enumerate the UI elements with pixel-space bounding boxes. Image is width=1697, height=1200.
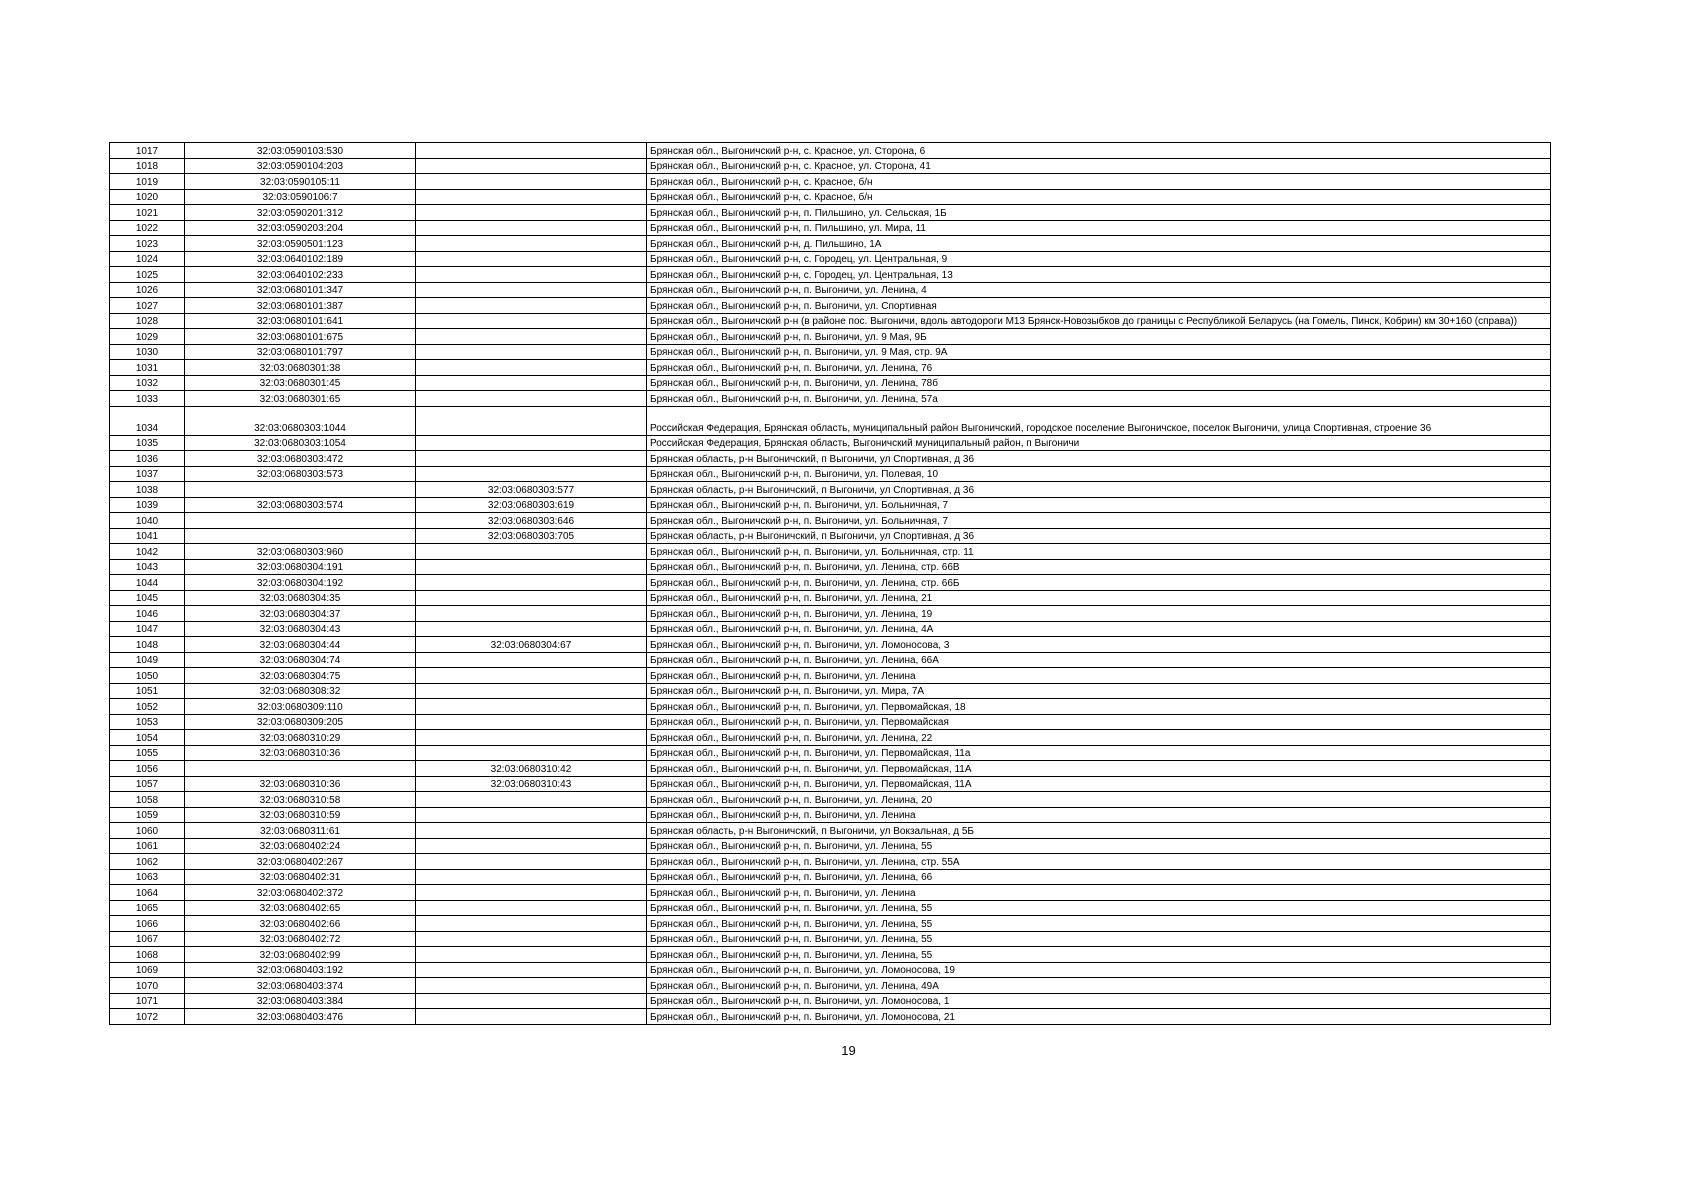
- related-cadastral-number-cell: [416, 575, 647, 591]
- cadastral-number-cell: 32:03:0680303:1054: [185, 435, 416, 451]
- address-cell: Брянская обл., Выгоничский р-н, п. Выгоничи, ул. Ленина, 49А: [647, 978, 1551, 994]
- cadastral-number-cell: 32:03:0680310:36: [185, 776, 416, 792]
- table-row: [110, 360, 1551, 376]
- table-row: [110, 375, 1551, 391]
- row-number-cell: 1044: [110, 575, 185, 591]
- address-cell: Брянская обл., Выгоничский р-н, п. Пильшино, ул. Мира, 11: [647, 220, 1551, 236]
- related-cadastral-number-cell: 32:03:0680310:42: [416, 761, 647, 777]
- table-row: [110, 451, 1551, 467]
- cadastral-number-cell: 32:03:0590105:11: [185, 174, 416, 190]
- table-row: [110, 220, 1551, 236]
- cadastral-number-cell: 32:03:0680403:384: [185, 993, 416, 1009]
- cadastral-number-cell: 32:03:0590104:203: [185, 158, 416, 174]
- address-cell: Брянская обл., Выгоничский р-н, п. Выгоничи, ул. Ломоносова, 1: [647, 993, 1551, 1009]
- related-cadastral-number-cell: 32:03:0680304:67: [416, 637, 647, 653]
- row-number-cell: 1068: [110, 947, 185, 963]
- related-cadastral-number-cell: [416, 435, 647, 451]
- related-cadastral-number-cell: [416, 823, 647, 839]
- table-row: [110, 344, 1551, 360]
- cadastral-number-cell: 32:03:0680402:99: [185, 947, 416, 963]
- row-number-cell: 1018: [110, 158, 185, 174]
- related-cadastral-number-cell: [416, 298, 647, 314]
- cadastral-number-cell: 32:03:0680301:45: [185, 375, 416, 391]
- address-cell: Брянская обл., Выгоничский р-н, п. Выгоничи, ул. Ленина, 4А: [647, 621, 1551, 637]
- row-number-cell: 1022: [110, 220, 185, 236]
- cadastral-number-cell: 32:03:0680304:74: [185, 652, 416, 668]
- cadastral-number-cell: 32:03:0680402:31: [185, 869, 416, 885]
- row-number-cell: 1045: [110, 590, 185, 606]
- related-cadastral-number-cell: [416, 236, 647, 252]
- address-cell: Брянская обл., Выгоничский р-н, п. Выгоничи, ул. Ленина, стр. 66В: [647, 559, 1551, 575]
- cadastral-number-cell: [185, 482, 416, 498]
- address-cell: Брянская обл., Выгоничский р-н, с. Красное, б/н: [647, 174, 1551, 190]
- address-cell: Брянская обл., Выгоничский р-н, п. Выгоничи, ул. Ленина: [647, 668, 1551, 684]
- row-number-cell: 1070: [110, 978, 185, 994]
- row-number-cell: 1029: [110, 329, 185, 345]
- cadastral-number-cell: 32:03:0680402:372: [185, 885, 416, 901]
- row-number-cell: 1041: [110, 528, 185, 544]
- cadastral-number-cell: 32:03:0680402:66: [185, 916, 416, 932]
- cadastral-number-cell: 32:03:0680310:59: [185, 807, 416, 823]
- table-row: [110, 745, 1551, 761]
- address-cell: Брянская обл., Выгоничский р-н, п. Выгоничи, ул. Ленина: [647, 807, 1551, 823]
- cadastral-number-cell: 32:03:0680310:58: [185, 792, 416, 808]
- table-row: [110, 807, 1551, 823]
- table-row: [110, 916, 1551, 932]
- address-cell: Брянская обл., Выгоничский р-н, п. Выгоничи, ул. Ломоносова, 21: [647, 1009, 1551, 1025]
- related-cadastral-number-cell: [416, 652, 647, 668]
- address-cell: Брянская обл., Выгоничский р-н, с. Городец, ул. Центральная, 9: [647, 251, 1551, 267]
- address-cell: Брянская обл., Выгоничский р-н, п. Выгоничи, ул. Больничная, 7: [647, 513, 1551, 529]
- table-row: [110, 189, 1551, 205]
- cadastral-number-cell: 32:03:0590501:123: [185, 236, 416, 252]
- related-cadastral-number-cell: [416, 978, 647, 994]
- table-row: [110, 947, 1551, 963]
- related-cadastral-number-cell: [416, 714, 647, 730]
- table-row: [110, 606, 1551, 622]
- address-cell: Брянская обл., Выгоничский р-н, п. Выгоничи, ул. Ленина, 55: [647, 900, 1551, 916]
- address-cell: Брянская обл., Выгоничский р-н, п. Выгоничи, ул. Ленина, стр. 55А: [647, 854, 1551, 870]
- address-cell: Брянская обл., Выгоничский р-н, п. Выгоничи, ул. Первомайская, 11А: [647, 776, 1551, 792]
- address-cell: Брянская обл., Выгоничский р-н, с. Городец, ул. Центральная, 13: [647, 267, 1551, 283]
- related-cadastral-number-cell: 32:03:0680303:646: [416, 513, 647, 529]
- row-number-cell: 1060: [110, 823, 185, 839]
- related-cadastral-number-cell: 32:03:0680303:577: [416, 482, 647, 498]
- cadastral-number-cell: 32:03:0680402:72: [185, 931, 416, 947]
- table-row: [110, 466, 1551, 482]
- related-cadastral-number-cell: [416, 220, 647, 236]
- cadastral-number-cell: 32:03:0680303:573: [185, 466, 416, 482]
- table-row: [110, 885, 1551, 901]
- property-table: [109, 142, 1551, 1025]
- related-cadastral-number-cell: [416, 1009, 647, 1025]
- related-cadastral-number-cell: [416, 174, 647, 190]
- row-number-cell: 1046: [110, 606, 185, 622]
- row-number-cell: 1069: [110, 962, 185, 978]
- cadastral-number-cell: 32:03:0680402:65: [185, 900, 416, 916]
- table-row: [110, 730, 1551, 746]
- cadastral-number-cell: 32:03:0680301:38: [185, 360, 416, 376]
- table-row: [110, 792, 1551, 808]
- cadastral-number-cell: 32:03:0680303:472: [185, 451, 416, 467]
- table-row: [110, 714, 1551, 730]
- cadastral-number-cell: 32:03:0680308:32: [185, 683, 416, 699]
- row-number-cell: 1039: [110, 497, 185, 513]
- address-cell: Брянская обл., Выгоничский р-н, п. Выгоничи, ул. Ленина, 57а: [647, 391, 1551, 407]
- table-row: [110, 544, 1551, 560]
- cadastral-number-cell: 32:03:0640102:189: [185, 251, 416, 267]
- cadastral-number-cell: 32:03:0680402:24: [185, 838, 416, 854]
- table-row: [110, 652, 1551, 668]
- address-cell: Брянская обл., Выгоничский р-н, п. Выгоничи, ул. Ленина, 20: [647, 792, 1551, 808]
- address-cell: Брянская обл., Выгоничский р-н, п. Выгоничи, ул. Ломоносова, 3: [647, 637, 1551, 653]
- row-number-cell: 1072: [110, 1009, 185, 1025]
- table-row: [110, 174, 1551, 190]
- row-number-cell: 1057: [110, 776, 185, 792]
- address-cell: Брянская обл., Выгоничский р-н, д. Пильшино, 1А: [647, 236, 1551, 252]
- related-cadastral-number-cell: [416, 559, 647, 575]
- cadastral-number-cell: 32:03:0590106:7: [185, 189, 416, 205]
- cadastral-number-cell: 32:03:0680304:35: [185, 590, 416, 606]
- table-row: [110, 854, 1551, 870]
- row-number-cell: 1033: [110, 391, 185, 407]
- cadastral-number-cell: 32:03:0680303:1044: [185, 406, 416, 435]
- row-number-cell: 1043: [110, 559, 185, 575]
- table-row: [110, 435, 1551, 451]
- related-cadastral-number-cell: [416, 683, 647, 699]
- row-number-cell: 1028: [110, 313, 185, 329]
- cadastral-number-cell: 32:03:0590201:312: [185, 205, 416, 221]
- address-cell: Брянская обл., Выгоничский р-н, п. Выгоничи, ул. Ленина: [647, 885, 1551, 901]
- row-number-cell: 1071: [110, 993, 185, 1009]
- table-row: [110, 823, 1551, 839]
- address-cell: Брянская обл., Выгоничский р-н, п. Выгоничи, ул. Ленина, 19: [647, 606, 1551, 622]
- table-row: [110, 513, 1551, 529]
- related-cadastral-number-cell: [416, 931, 647, 947]
- address-cell: Брянская обл., Выгоничский р-н, п. Выгоничи, ул. 9 Мая, стр. 9А: [647, 344, 1551, 360]
- address-cell: Брянская обл., Выгоничский р-н, п. Выгоничи, ул. Мира, 7А: [647, 683, 1551, 699]
- row-number-cell: 1065: [110, 900, 185, 916]
- cadastral-number-cell: 32:03:0680301:65: [185, 391, 416, 407]
- cadastral-number-cell: 32:03:0680101:387: [185, 298, 416, 314]
- row-number-cell: 1047: [110, 621, 185, 637]
- cadastral-number-cell: 32:03:0680310:29: [185, 730, 416, 746]
- related-cadastral-number-cell: [416, 606, 647, 622]
- row-number-cell: 1058: [110, 792, 185, 808]
- address-cell: Брянская обл., Выгоничский р-н, п. Выгоничи, ул. Ленина, 55: [647, 931, 1551, 947]
- address-cell: Брянская обл., Выгоничский р-н, п. Выгоничи, ул. Первомайская: [647, 714, 1551, 730]
- address-cell: Российская Федерация, Брянская область, Выгоничский муниципальный район, п Выгоничи: [647, 435, 1551, 451]
- related-cadastral-number-cell: [416, 544, 647, 560]
- row-number-cell: 1055: [110, 745, 185, 761]
- address-cell: Брянская обл., Выгоничский р-н, п. Выгоничи, ул. Ленина, 66: [647, 869, 1551, 885]
- row-number-cell: 1037: [110, 466, 185, 482]
- table-row: [110, 1009, 1551, 1025]
- cadastral-number-cell: 32:03:0680304:75: [185, 668, 416, 684]
- row-number-cell: 1034: [110, 406, 185, 435]
- row-number-cell: 1035: [110, 435, 185, 451]
- table-row: [110, 869, 1551, 885]
- cadastral-number-cell: 32:03:0680304:192: [185, 575, 416, 591]
- cadastral-number-cell: 32:03:0590103:530: [185, 143, 416, 159]
- related-cadastral-number-cell: [416, 900, 647, 916]
- related-cadastral-number-cell: [416, 854, 647, 870]
- related-cadastral-number-cell: [416, 205, 647, 221]
- related-cadastral-number-cell: [416, 189, 647, 205]
- related-cadastral-number-cell: [416, 406, 647, 435]
- row-number-cell: 1053: [110, 714, 185, 730]
- cadastral-number-cell: 32:03:0680304:191: [185, 559, 416, 575]
- related-cadastral-number-cell: [416, 391, 647, 407]
- address-cell: Брянская обл., Выгоничский р-н, п. Выгоничи, ул. Больничная, стр. 11: [647, 544, 1551, 560]
- related-cadastral-number-cell: [416, 916, 647, 932]
- related-cadastral-number-cell: [416, 344, 647, 360]
- related-cadastral-number-cell: [416, 451, 647, 467]
- table-row: [110, 776, 1551, 792]
- row-number-cell: 1031: [110, 360, 185, 376]
- cadastral-number-cell: 32:03:0680310:36: [185, 745, 416, 761]
- table-row: [110, 668, 1551, 684]
- row-number-cell: 1019: [110, 174, 185, 190]
- row-number-cell: 1067: [110, 931, 185, 947]
- address-cell: Брянская обл., Выгоничский р-н, п. Выгоничи, ул. Ленина, 22: [647, 730, 1551, 746]
- row-number-cell: 1025: [110, 267, 185, 283]
- row-number-cell: 1017: [110, 143, 185, 159]
- related-cadastral-number-cell: [416, 947, 647, 963]
- page-number: 19: [841, 1043, 856, 1058]
- table-row: [110, 497, 1551, 513]
- table-row: [110, 621, 1551, 637]
- table-row: [110, 575, 1551, 591]
- address-cell: Брянская обл., Выгоничский р-н, п. Выгоничи, ул. Больничная, 7: [647, 497, 1551, 513]
- table-row: [110, 313, 1551, 329]
- address-cell: Брянская обл., Выгоничский р-н, с. Красное, б/н: [647, 189, 1551, 205]
- cadastral-number-cell: 32:03:0680403:374: [185, 978, 416, 994]
- table-body: [110, 143, 1551, 1025]
- table-row: [110, 482, 1551, 498]
- address-cell: Брянская обл., Выгоничский р-н, п. Пильшино, ул. Сельская, 1Б: [647, 205, 1551, 221]
- address-cell: Брянская обл., Выгоничский р-н, с. Красное, ул. Сторона, 6: [647, 143, 1551, 159]
- address-cell: Брянская обл., Выгоничский р-н, п. Выгоничи, ул. Полевая, 10: [647, 466, 1551, 482]
- address-cell: Брянская обл., Выгоничский р-н, п. Выгоничи, ул. Ленина, 78б: [647, 375, 1551, 391]
- row-number-cell: 1036: [110, 451, 185, 467]
- row-number-cell: 1051: [110, 683, 185, 699]
- related-cadastral-number-cell: 32:03:0680310:43: [416, 776, 647, 792]
- related-cadastral-number-cell: [416, 730, 647, 746]
- row-number-cell: 1066: [110, 916, 185, 932]
- row-number-cell: 1023: [110, 236, 185, 252]
- table-row: [110, 143, 1551, 159]
- related-cadastral-number-cell: [416, 590, 647, 606]
- table-row: [110, 406, 1551, 435]
- cadastral-number-cell: 32:03:0680303:574: [185, 497, 416, 513]
- cadastral-number-cell: 32:03:0680402:267: [185, 854, 416, 870]
- cadastral-number-cell: 32:03:0680101:797: [185, 344, 416, 360]
- row-number-cell: 1059: [110, 807, 185, 823]
- related-cadastral-number-cell: [416, 329, 647, 345]
- address-cell: Брянская обл., Выгоничский р-н, п. Выгоничи, ул. Ленина, 55: [647, 916, 1551, 932]
- cadastral-number-cell: 32:03:0680309:205: [185, 714, 416, 730]
- address-cell: Брянская область, р-н Выгоничский, п Выгоничи, ул Спортивная, д 36: [647, 528, 1551, 544]
- address-cell: Брянская обл., Выгоничский р-н, п. Выгоничи, ул. Ленина, 55: [647, 838, 1551, 854]
- table-row: [110, 528, 1551, 544]
- related-cadastral-number-cell: [416, 962, 647, 978]
- cadastral-number-cell: 32:03:0680101:347: [185, 282, 416, 298]
- row-number-cell: 1038: [110, 482, 185, 498]
- address-cell: Брянская обл., Выгоничский р-н, с. Красное, ул. Сторона, 41: [647, 158, 1551, 174]
- related-cadastral-number-cell: [416, 668, 647, 684]
- table-row: [110, 282, 1551, 298]
- related-cadastral-number-cell: [416, 158, 647, 174]
- address-cell: Брянская обл., Выгоничский р-н, п. Выгоничи, ул. Ленина, 21: [647, 590, 1551, 606]
- related-cadastral-number-cell: [416, 360, 647, 376]
- row-number-cell: 1061: [110, 838, 185, 854]
- related-cadastral-number-cell: [416, 282, 647, 298]
- row-number-cell: 1062: [110, 854, 185, 870]
- address-cell: Брянская обл., Выгоничский р-н, п. Выгоничи, ул. Ломоносова, 19: [647, 962, 1551, 978]
- row-number-cell: 1054: [110, 730, 185, 746]
- address-cell: Брянская область, р-н Выгоничский, п Выгоничи, ул Спортивная, д 36: [647, 451, 1551, 467]
- table-row: [110, 683, 1551, 699]
- table-row: [110, 236, 1551, 252]
- table-row: [110, 838, 1551, 854]
- table-row: [110, 699, 1551, 715]
- related-cadastral-number-cell: [416, 267, 647, 283]
- table-row: [110, 329, 1551, 345]
- row-number-cell: 1049: [110, 652, 185, 668]
- related-cadastral-number-cell: 32:03:0680303:705: [416, 528, 647, 544]
- related-cadastral-number-cell: [416, 699, 647, 715]
- related-cadastral-number-cell: [416, 838, 647, 854]
- cadastral-number-cell: 32:03:0680303:960: [185, 544, 416, 560]
- cadastral-number-cell: 32:03:0680304:43: [185, 621, 416, 637]
- related-cadastral-number-cell: [416, 745, 647, 761]
- cadastral-number-cell: 32:03:0680311:61: [185, 823, 416, 839]
- cadastral-number-cell: 32:03:0680309:110: [185, 699, 416, 715]
- related-cadastral-number-cell: [416, 313, 647, 329]
- address-cell: Российская Федерация, Брянская область, муниципальный район Выгоничский, городское поселение Выгоничское, поселок Выгоничи, улица Спортивная, строение 36: [647, 406, 1551, 435]
- table-row: [110, 298, 1551, 314]
- related-cadastral-number-cell: [416, 375, 647, 391]
- table-row: [110, 900, 1551, 916]
- row-number-cell: 1026: [110, 282, 185, 298]
- table-row: [110, 993, 1551, 1009]
- table-row: [110, 590, 1551, 606]
- table-row: [110, 391, 1551, 407]
- related-cadastral-number-cell: [416, 807, 647, 823]
- related-cadastral-number-cell: 32:03:0680303:619: [416, 497, 647, 513]
- row-number-cell: 1021: [110, 205, 185, 221]
- cadastral-number-cell: 32:03:0680403:476: [185, 1009, 416, 1025]
- row-number-cell: 1048: [110, 637, 185, 653]
- table-row: [110, 962, 1551, 978]
- cadastral-number-cell: [185, 513, 416, 529]
- address-cell: Брянская обл., Выгоничский р-н, п. Выгоничи, ул. Спортивная: [647, 298, 1551, 314]
- row-number-cell: 1042: [110, 544, 185, 560]
- address-cell: Брянская обл., Выгоничский р-н (в районе пос. Выгоничи, вдоль автодороги М13 Брянск-Новозыбков до границы с Республикой Беларусь (на Гомель, Пинск, Кобрин) км 30+160 (справа)): [647, 313, 1551, 329]
- related-cadastral-number-cell: [416, 869, 647, 885]
- row-number-cell: 1064: [110, 885, 185, 901]
- row-number-cell: 1027: [110, 298, 185, 314]
- row-number-cell: 1040: [110, 513, 185, 529]
- row-number-cell: 1052: [110, 699, 185, 715]
- address-cell: Брянская обл., Выгоничский р-н, п. Выгоничи, ул. Первомайская, 18: [647, 699, 1551, 715]
- row-number-cell: 1063: [110, 869, 185, 885]
- address-cell: Брянская обл., Выгоничский р-н, п. Выгоничи, ул. 9 Мая, 9Б: [647, 329, 1551, 345]
- table-row: [110, 978, 1551, 994]
- address-cell: Брянская обл., Выгоничский р-н, п. Выгоничи, ул. Ленина, 76: [647, 360, 1551, 376]
- row-number-cell: 1056: [110, 761, 185, 777]
- cadastral-number-cell: 32:03:0680403:192: [185, 962, 416, 978]
- related-cadastral-number-cell: [416, 466, 647, 482]
- related-cadastral-number-cell: [416, 621, 647, 637]
- related-cadastral-number-cell: [416, 993, 647, 1009]
- row-number-cell: 1050: [110, 668, 185, 684]
- cadastral-number-cell: 32:03:0680304:37: [185, 606, 416, 622]
- table-row: [110, 931, 1551, 947]
- table-row: [110, 559, 1551, 575]
- cadastral-number-cell: 32:03:0680304:44: [185, 637, 416, 653]
- cadastral-number-cell: 32:03:0680101:675: [185, 329, 416, 345]
- address-cell: Брянская обл., Выгоничский р-н, п. Выгоничи, ул. Ленина, 55: [647, 947, 1551, 963]
- table-row: [110, 158, 1551, 174]
- address-cell: Брянская обл., Выгоничский р-н, п. Выгоничи, ул. Первомайская, 11А: [647, 761, 1551, 777]
- related-cadastral-number-cell: [416, 885, 647, 901]
- row-number-cell: 1032: [110, 375, 185, 391]
- address-cell: Брянская обл., Выгоничский р-н, п. Выгоничи, ул. Первомайская, 11а: [647, 745, 1551, 761]
- cadastral-number-cell: 32:03:0680101:641: [185, 313, 416, 329]
- cadastral-number-cell: [185, 761, 416, 777]
- cadastral-number-cell: 32:03:0640102:233: [185, 267, 416, 283]
- address-cell: Брянская обл., Выгоничский р-н, п. Выгоничи, ул. Ленина, стр. 66Б: [647, 575, 1551, 591]
- related-cadastral-number-cell: [416, 143, 647, 159]
- table-row: [110, 251, 1551, 267]
- related-cadastral-number-cell: [416, 251, 647, 267]
- table-row: [110, 761, 1551, 777]
- address-cell: Брянская область, р-н Выгоничский, п Выгоничи, ул Спортивная, д 36: [647, 482, 1551, 498]
- cadastral-number-cell: 32:03:0590203:204: [185, 220, 416, 236]
- table-row: [110, 205, 1551, 221]
- table-row: [110, 267, 1551, 283]
- address-cell: Брянская обл., Выгоничский р-н, п. Выгоничи, ул. Ленина, 66А: [647, 652, 1551, 668]
- table-row: [110, 637, 1551, 653]
- row-number-cell: 1020: [110, 189, 185, 205]
- cadastral-number-cell: [185, 528, 416, 544]
- related-cadastral-number-cell: [416, 792, 647, 808]
- row-number-cell: 1024: [110, 251, 185, 267]
- address-cell: Брянская область, р-н Выгоничский, п Выгоничи, ул Вокзальная, д 5Б: [647, 823, 1551, 839]
- address-cell: Брянская обл., Выгоничский р-н, п. Выгоничи, ул. Ленина, 4: [647, 282, 1551, 298]
- row-number-cell: 1030: [110, 344, 185, 360]
